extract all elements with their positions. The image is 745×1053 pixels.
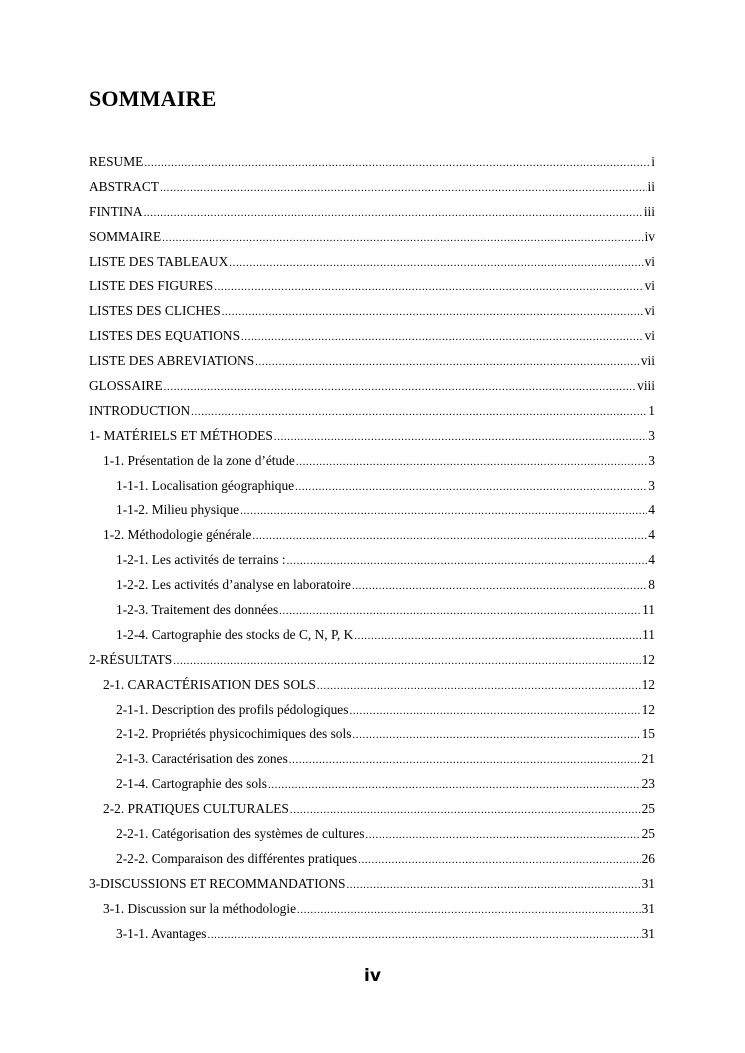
- toc-entry-label[interactable]: ABSTRACT: [89, 178, 159, 194]
- toc-dot-leader: [191, 400, 647, 424]
- toc-dot-leader: [358, 848, 641, 872]
- toc-entry-label[interactable]: INTRODUCTION: [89, 402, 191, 418]
- toc-entry[interactable]: [89, 523, 655, 548]
- toc-entry-label[interactable]: SOMMAIRE: [89, 228, 162, 244]
- toc-entry[interactable]: [89, 374, 655, 399]
- toc-dot-leader: [354, 624, 641, 648]
- toc-entry[interactable]: [89, 299, 655, 324]
- toc-dot-leader: [317, 674, 641, 698]
- toc-entry-page[interactable]: 4: [648, 527, 655, 543]
- toc-entry[interactable]: [89, 150, 655, 175]
- toc-entry-label[interactable]: 1- MATÉRIELS ET MÉTHODES: [89, 427, 273, 443]
- toc-dot-leader: [287, 549, 648, 573]
- toc-entry[interactable]: [89, 922, 655, 947]
- toc-entry[interactable]: [89, 548, 655, 573]
- toc-dot-leader: [255, 350, 640, 374]
- toc-entry-label[interactable]: 3-1. Discussion sur la méthodologie: [103, 900, 297, 916]
- toc-dot-leader: [295, 475, 647, 499]
- toc-entry[interactable]: [89, 673, 655, 698]
- toc-entry-page[interactable]: 3: [648, 477, 655, 493]
- toc-dot-leader: [144, 201, 643, 225]
- toc-dot-leader: [352, 574, 647, 598]
- toc-dot-leader: [296, 450, 647, 474]
- toc-entry-label[interactable]: 1-2-2. Les activités d’analyse en laboratoire: [116, 577, 351, 593]
- toc-entry-page[interactable]: viii: [637, 378, 655, 394]
- toc-dot-leader: [207, 923, 640, 947]
- toc-dot-leader: [268, 773, 641, 797]
- toc-entry-page[interactable]: 4: [648, 552, 655, 568]
- toc-entry-label[interactable]: 1-2-1. Les activités de terrains :: [116, 552, 286, 568]
- toc-dot-leader: [279, 599, 641, 623]
- toc-dot-leader: [162, 226, 643, 250]
- toc-entry[interactable]: [89, 474, 655, 499]
- toc-entry-label[interactable]: 2-2. PRATIQUES CULTURALES: [103, 801, 289, 817]
- toc-entry-page[interactable]: 23: [641, 776, 655, 792]
- toc-entry-page[interactable]: vi: [644, 278, 655, 294]
- toc-entry-page[interactable]: 8: [648, 577, 655, 593]
- toc-entry-label[interactable]: LISTE DES FIGURES: [89, 278, 214, 294]
- toc-entry-label[interactable]: 2-1-2. Propriétés physicochimiques des sols: [116, 726, 352, 742]
- toc-entry-page[interactable]: 12: [641, 676, 655, 692]
- toc-entry[interactable]: [89, 349, 655, 374]
- toc-dot-leader: [274, 425, 647, 449]
- toc-entry-page[interactable]: 15: [641, 726, 655, 742]
- toc-entry-page[interactable]: vi: [644, 303, 655, 319]
- toc-dot-leader: [164, 375, 636, 399]
- toc-entry-label[interactable]: LISTE DES ABREVIATIONS: [89, 353, 255, 369]
- toc-entry[interactable]: [89, 747, 655, 772]
- toc-entry[interactable]: [89, 772, 655, 797]
- toc-entry[interactable]: [89, 324, 655, 349]
- toc-entry-page[interactable]: vii: [640, 353, 655, 369]
- toc-entry-page[interactable]: 11: [642, 626, 655, 642]
- toc-entry-page[interactable]: ii: [647, 178, 655, 194]
- toc-entry-label[interactable]: GLOSSAIRE: [89, 378, 163, 394]
- toc-entry-label[interactable]: 1-2-4. Cartographie des stocks de C, N, P, K: [116, 626, 354, 642]
- toc-entry-label[interactable]: RESUME: [89, 154, 144, 169]
- toc-entry-page[interactable]: iv: [644, 228, 655, 244]
- toc-entry[interactable]: [89, 698, 655, 723]
- toc-entry-label[interactable]: LISTE DES TABLEAUX: [89, 253, 229, 269]
- toc-entry-label[interactable]: 2-2-1. Catégorisation des systèmes de cultures: [116, 826, 365, 842]
- toc-entry-page[interactable]: 25: [641, 801, 655, 817]
- toc-dot-leader: [289, 748, 641, 772]
- toc-entry[interactable]: [89, 449, 655, 474]
- toc-dot-leader: [229, 251, 643, 275]
- toc-entry-label[interactable]: 1-1. Présentation de la zone d’étude: [103, 452, 295, 468]
- toc-entry-page[interactable]: 1: [648, 402, 655, 418]
- toc-entry-page[interactable]: 25: [641, 826, 655, 842]
- toc-entry[interactable]: [89, 847, 655, 872]
- toc-entry-page[interactable]: 12: [641, 651, 655, 667]
- toc-dot-leader: [222, 300, 644, 324]
- toc-dot-leader: [173, 649, 640, 673]
- toc-entry-page[interactable]: 11: [642, 602, 655, 618]
- toc-entry-label[interactable]: 1-1-1. Localisation géographique: [116, 477, 295, 493]
- toc-entry[interactable]: [89, 424, 655, 449]
- toc-entry-label[interactable]: LISTES DES EQUATIONS: [89, 328, 241, 344]
- toc-entry-label[interactable]: 2-RÉSULTATS: [89, 651, 173, 667]
- toc-entry-page[interactable]: vi: [644, 253, 655, 269]
- page-title: SOMMAIRE: [89, 86, 217, 111]
- toc-entry[interactable]: [89, 822, 655, 847]
- toc-entry-label[interactable]: 3-1-1. Avantages: [116, 925, 207, 941]
- toc-entry[interactable]: [89, 722, 655, 747]
- toc-entry-label[interactable]: 2-1-1. Description des profils pédologiques: [116, 701, 349, 717]
- toc-entry[interactable]: [89, 399, 655, 424]
- toc-entry-page[interactable]: 31: [641, 925, 655, 941]
- page-number: iv: [364, 966, 381, 986]
- toc-entry-label[interactable]: 2-1-4. Cartographie des sols: [116, 776, 267, 792]
- toc-entry-page[interactable]: 26: [641, 850, 655, 866]
- toc-entry-label[interactable]: 2-1-3. Caractérisation des zones: [116, 751, 288, 767]
- toc-entry[interactable]: [89, 200, 655, 225]
- toc-dot-leader: [160, 176, 647, 200]
- toc-entry[interactable]: [89, 598, 655, 623]
- toc-dot-leader: [365, 823, 640, 847]
- toc-dot-leader: [241, 325, 644, 349]
- toc-dot-leader: [252, 524, 647, 548]
- toc-dot-leader: [346, 873, 640, 897]
- toc-entry-page[interactable]: vi: [644, 328, 655, 344]
- toc-entry-label[interactable]: 2-2-2. Comparaison des différentes pratiques: [116, 850, 358, 866]
- toc-entry-page[interactable]: 31: [641, 900, 655, 916]
- toc-entry-label[interactable]: LISTES DES CLICHES: [89, 303, 221, 319]
- toc-entry[interactable]: [89, 897, 655, 922]
- toc-entry-page[interactable]: i: [651, 154, 655, 169]
- toc-entry-label[interactable]: 1-2. Méthodologie générale: [103, 527, 252, 543]
- toc-entry[interactable]: [89, 498, 655, 523]
- toc-entry[interactable]: [89, 648, 655, 673]
- toc-dot-leader: [290, 798, 641, 822]
- toc-dot-leader: [352, 723, 640, 747]
- toc-entry[interactable]: [89, 225, 655, 250]
- toc-entry[interactable]: [89, 250, 655, 275]
- toc-entry-page[interactable]: 3: [648, 452, 655, 468]
- toc-entry-page[interactable]: 21: [641, 751, 655, 767]
- toc-entry[interactable]: [89, 797, 655, 822]
- toc-entry-label[interactable]: 1-2-3. Traitement des données: [116, 602, 279, 618]
- toc-dot-leader: [297, 898, 641, 922]
- toc-dot-leader: [144, 151, 650, 175]
- table-of-contents: [89, 150, 655, 947]
- toc-entry[interactable]: [89, 175, 655, 200]
- toc-entry-label[interactable]: FINTINA: [89, 203, 143, 219]
- toc-entry-label[interactable]: 3-DISCUSSIONS ET RECOMMANDATIONS: [89, 875, 346, 891]
- toc-dot-leader: [214, 275, 643, 299]
- toc-entry[interactable]: [89, 573, 655, 598]
- toc-entry-label[interactable]: 1-1-2. Milieu physique: [116, 502, 240, 518]
- toc-entry[interactable]: [89, 872, 655, 897]
- toc-entry[interactable]: [89, 623, 655, 648]
- toc-entry[interactable]: [89, 274, 655, 299]
- toc-entry-page[interactable]: 12: [641, 701, 655, 717]
- toc-entry-page[interactable]: 4: [648, 502, 655, 518]
- toc-entry-page[interactable]: iii: [643, 203, 655, 219]
- toc-entry-label[interactable]: 2-1. CARACTÉRISATION DES SOLS: [103, 676, 316, 692]
- toc-dot-leader: [349, 699, 640, 723]
- toc-entry-page[interactable]: 31: [641, 875, 655, 891]
- toc-entry-page[interactable]: 3: [648, 427, 655, 443]
- toc-dot-leader: [240, 499, 647, 523]
